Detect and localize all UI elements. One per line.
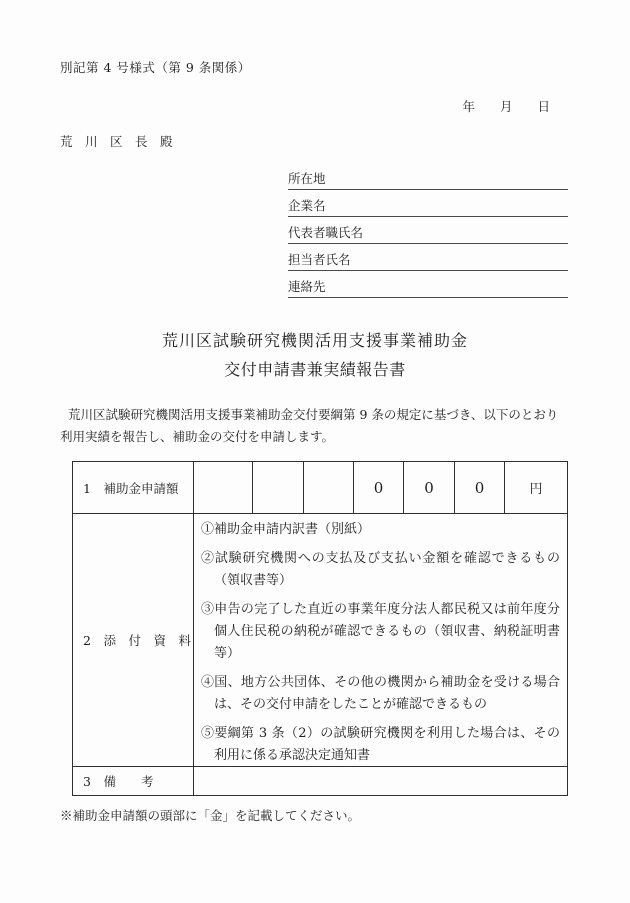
attachment-item-5: ⑤要綱第 3 条（2）の試験研究機関を利用した場合は、その利用に係る承認決定通知書 (201, 726, 560, 763)
amount-cell-1 (194, 462, 253, 513)
attachment-item-1: ①補助金申請内訳書（別紙） (201, 522, 371, 537)
attachment-list (194, 514, 567, 766)
footnote: ※補助金申請額の頭部に「金」を記載してください。 (60, 808, 361, 823)
body-line-2: 利用実績を報告し、補助金の交付を申請します。 (60, 429, 335, 444)
field-label-representative: 代表者職氏名 (288, 225, 364, 240)
table-row-attachments (73, 514, 567, 767)
table-row-subsidy-amount (73, 462, 567, 514)
field-label-company-name: 企業名 (288, 198, 326, 213)
table-row-remarks (73, 767, 567, 795)
form-table (72, 461, 568, 796)
field-label-contact-person: 担当者氏名 (288, 252, 351, 267)
field-row-representative (288, 217, 568, 244)
remarks-cell (194, 767, 567, 795)
applicant-fields (288, 163, 568, 298)
field-row-contact-person (288, 244, 568, 271)
row1-label: 1 補助金申請額 (73, 462, 194, 513)
attachments-cell (194, 514, 567, 766)
field-row-location (288, 163, 568, 190)
attachment-item-2: ②試験研究機関への支払及び支払い金額を確認できるもの（領収書等） (201, 551, 560, 588)
form-number: 別記第 4 号様式（第 9 条関係） (60, 60, 251, 75)
amount-cell-4: 0 (354, 462, 404, 513)
field-label-location: 所在地 (288, 171, 326, 186)
title-line-1: 荒川区試験研究機関活用支援事業補助金 (161, 331, 468, 350)
date-line: 年 月 日 (462, 99, 550, 114)
row2-label: 2 添 付 資 料 (73, 514, 194, 766)
row3-label: 3 備 考 (73, 767, 194, 795)
body-paragraph (60, 404, 572, 448)
field-label-contact-info: 連絡先 (288, 279, 326, 294)
document-title (0, 326, 630, 384)
body-line-1: 荒川区試験研究機関活用支援事業補助金交付要綱第 9 条の規定に基づき、以下のとおり (68, 407, 559, 422)
field-row-company-name (288, 190, 568, 217)
attachment-item-4: ④国、地方公共団体、その他の機関から補助金を受ける場合は、その交付申請をしたことが確認できるもの (201, 675, 560, 712)
addressee: 荒 川 区 長 殿 (60, 134, 173, 149)
amount-unit-cell: 円 (529, 482, 543, 497)
field-row-contact-info (288, 271, 568, 298)
amount-cell-6: 0 (455, 462, 505, 513)
amount-cell-2 (253, 462, 304, 513)
amount-cell-3 (304, 462, 354, 513)
title-line-2: 交付申請書兼実績報告書 (224, 360, 406, 379)
amount-cell-5: 0 (404, 462, 455, 513)
attachment-item-3: ③申告の完了した直近の事業年度分法人都民税又は前年度分個人住民税の納税が確認できるもの（領収書、納税証明書等） (201, 602, 560, 661)
